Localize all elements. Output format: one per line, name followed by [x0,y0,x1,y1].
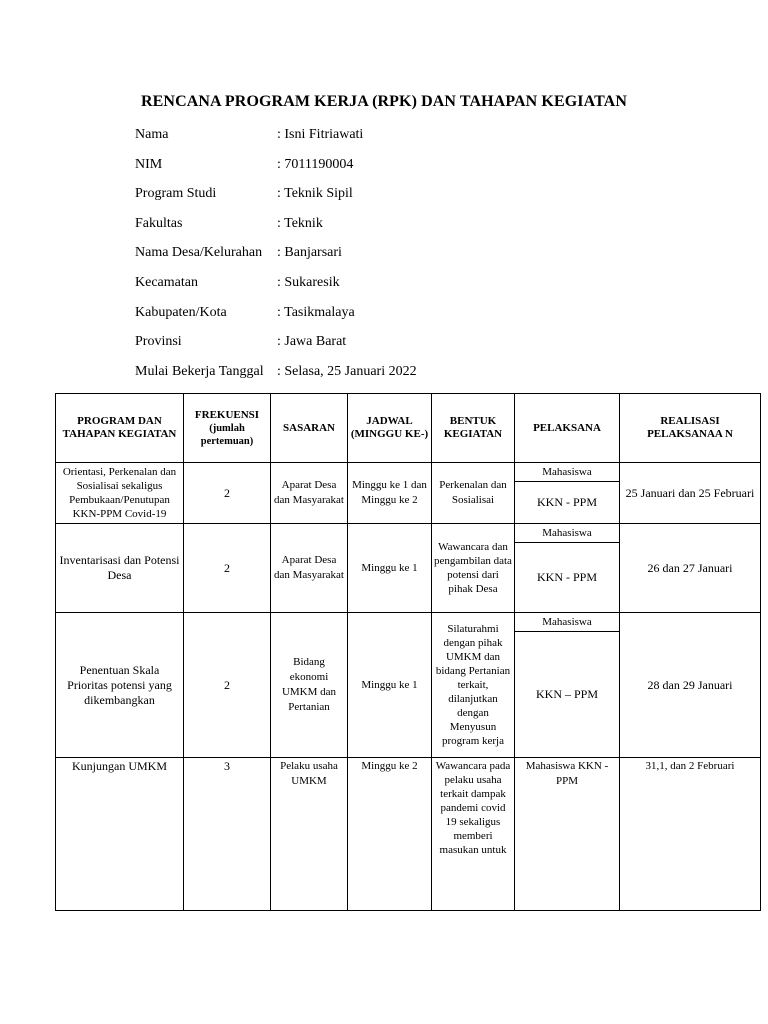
info-value: : Teknik Sipil [277,186,353,202]
info-label: Provinsi [135,334,182,350]
cell-program: Penentuan Skala Prioritas potensi yang dikembangkan [56,613,184,758]
info-row-nama [135,125,417,155]
cell-bentuk-text: Wawancara pada pelaku usaha terkait dampak pandemi covid 19 sekaligus memberi masukan untuk [435,760,511,856]
info-label: Kabupaten/Kota [135,304,227,320]
info-label: Program Studi [135,186,217,202]
info-label: Kecamatan [135,274,198,290]
info-value: : Isni Fitriawati [277,127,364,142]
cell-pelaksana-1: Mahasiswa [515,463,620,482]
table-row [56,524,761,543]
cell-bentuk: Perkenalan dan Sosialisai [432,463,515,524]
rpk-table [55,393,761,911]
cell-realisasi: 28 dan 29 Januari [620,613,761,758]
info-value: : Sukaresik [277,274,340,290]
info-label: Nama [135,127,169,142]
info-value: : Tasikmalaya [277,304,355,320]
info-value: : 7011190004 [277,156,354,172]
info-label: NIM [135,156,163,172]
cell-realisasi: 26 dan 27 Januari [620,524,761,613]
cell-jadwal: Minggu ke 1 [348,524,432,613]
cell-jadwal: Minggu ke 1 dan Minggu ke 2 [348,463,432,524]
info-row-kabupaten [135,303,417,333]
info-value: : Banjarsari [277,245,342,261]
table-header-row [56,394,761,463]
info-row-program-studi [135,184,417,214]
info-value: : Teknik [277,215,323,231]
cell-jadwal: Minggu ke 2 [348,758,432,911]
info-value: : Jawa Barat [277,334,347,350]
cell-frekuensi: 2 [184,524,271,613]
header-frekuensi-sub: (jumlah pertemuan) [200,422,254,447]
cell-realisasi: 25 Januari dan 25 Februari [620,463,761,524]
cell-sasaran: Aparat Desa dan Masyarakat [271,463,348,524]
cell-frekuensi: 2 [184,463,271,524]
info-row-mulai [135,362,417,392]
cell-bentuk: Wawancara dan pengambilan data potensi dari pihak Desa [432,524,515,613]
cell-sasaran: Aparat Desa dan Masyarakat [271,524,348,613]
cell-sasaran: Bidang ekonomi UMKM dan Pertanian [271,613,348,758]
table-row [56,463,761,482]
cell-pelaksana: Mahasiswa KKN - PPM [515,758,620,911]
cell-pelaksana-2: KKN – PPM [515,632,620,758]
info-label: Nama Desa/Kelurahan [135,245,263,261]
cell-realisasi: 31,1, dan 2 Februari [620,758,761,911]
header-pelaksana: PELAKSANA [515,394,620,463]
header-realisasi: REALISASI PELAKSANAA N [620,394,761,463]
table-row [56,613,761,632]
info-row-nim [135,155,417,185]
cell-jadwal: Minggu ke 1 [348,613,432,758]
cell-bentuk: Silaturahmi dengan pihak UMKM dan bidang Pertanian terkait, dilanjutkan dengan Menyusun program kerja [432,613,515,758]
table-row [56,758,761,911]
header-bentuk: BENTUK KEGIATAN [432,394,515,463]
cell-pelaksana-2: KKN - PPM [515,543,620,613]
header-frekuensi [184,394,271,463]
info-label: Fakultas [135,215,183,231]
cell-frekuensi: 3 [184,758,271,911]
cell-program: Orientasi, Perkenalan dan Sosialisai sekaligus Pembukaan/Penutupan KKN-PPM Covid-19 [56,463,184,524]
cell-pelaksana-1: Mahasiswa [515,524,620,543]
cell-pelaksana-2: KKN - PPM [515,482,620,524]
header-sasaran: SASARAN [271,394,348,463]
info-row-fakultas [135,214,417,244]
info-value: : Selasa, 25 Januari 2022 [277,363,417,379]
cell-frekuensi: 2 [184,613,271,758]
header-frekuensi-label: FREKUENSI [194,408,260,421]
header-jadwal: JADWAL (MINGGU KE-) [348,394,432,463]
cell-pelaksana-1: Mahasiswa [515,613,620,632]
header-program: PROGRAM DAN TAHAPAN KEGIATAN [56,394,184,463]
student-info [135,125,417,391]
info-row-desa [135,243,417,273]
info-row-kecamatan [135,273,417,303]
cell-bentuk [432,758,515,911]
info-label: Mulai Bekerja Tanggal [135,363,264,379]
info-row-provinsi [135,332,417,362]
cell-sasaran: Pelaku usaha UMKM [271,758,348,911]
cell-program: Inventarisasi dan Potensi Desa [56,524,184,613]
document-title: RENCANA PROGRAM KERJA (RPK) DAN TAHAPAN KEGIATAN [141,93,627,110]
cell-program: Kunjungan UMKM [56,758,184,911]
